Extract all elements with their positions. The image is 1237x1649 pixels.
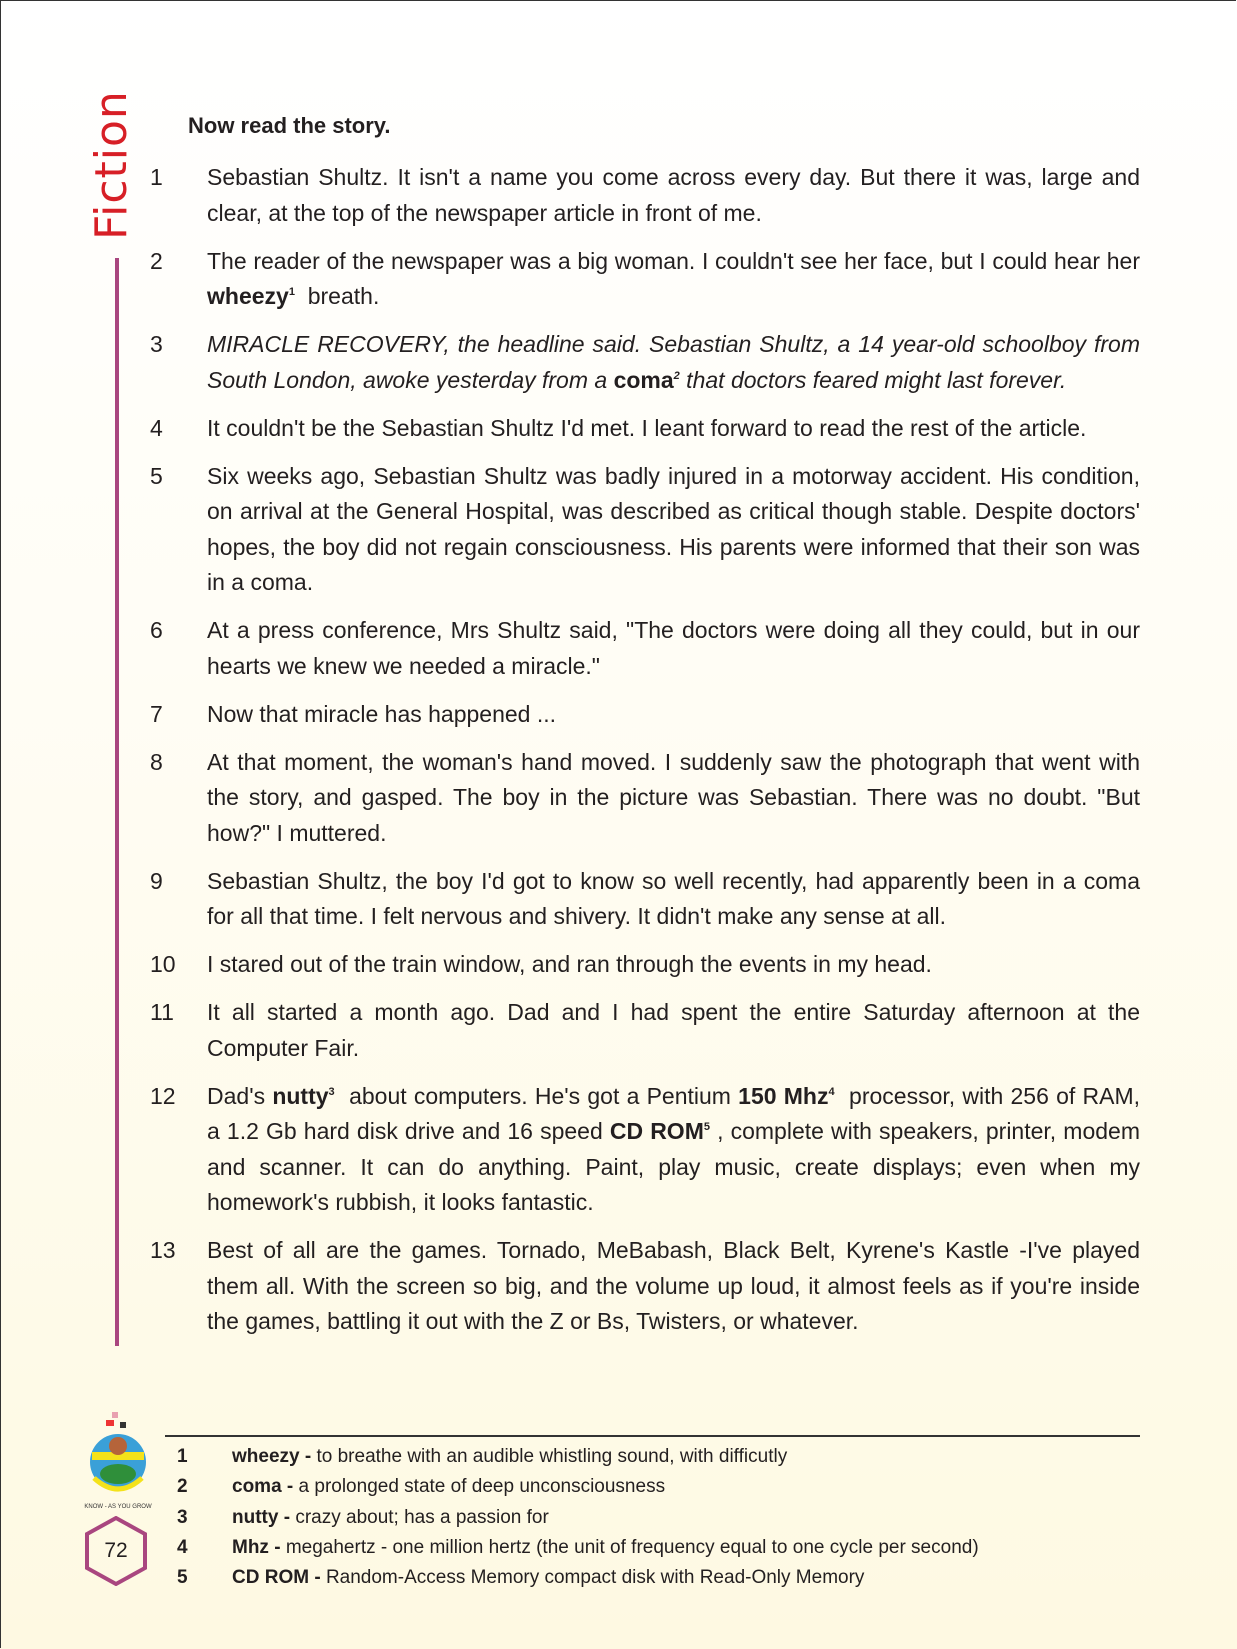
text-run: Sebastian Shultz. It isn't a name you come across every day. But there it was, large and clear, at the top of the newspaper article in front of me. [207,164,1147,226]
paragraph-number: 13 [150,1237,176,1263]
glossary-term: coma [613,366,674,393]
footnote-term: nutty - [232,1506,296,1528]
story-paragraph [150,244,1147,315]
footnote-item [170,1533,979,1563]
glossary-term: 150 Mhz [738,1082,829,1109]
text-run: At a press conference, Mrs Shultz said, "The doctors were doing all they could, but in our hearts we knew we needed a miracle." [207,617,1147,679]
footnote-item [170,1442,979,1472]
paragraph-text [207,1083,1146,1216]
footnote-definition: crazy about; has a passion for [295,1506,549,1528]
paragraph-text [207,1237,1146,1334]
footnote-item [170,1503,979,1533]
instruction-heading: Now read the story. [188,113,391,138]
story-paragraph [150,995,1147,1066]
footnote-number: 3 [177,1506,188,1528]
paragraph-text [207,701,556,727]
paragraph-number: 10 [150,951,176,977]
paragraph-number: 12 [150,1082,176,1109]
footnote-divider [165,1435,1140,1437]
text-run: It all started a month ago. Dad and I had spent the entire Saturday afternoon at the Computer Fair. [207,999,1147,1061]
glossary-term: CD ROM [609,1118,704,1144]
paragraph-text [207,463,1146,596]
text-run: It couldn't be the Sebastian Shultz I'd met. I leant forward to read the rest of the article. [207,414,1087,441]
footnote-number: 2 [177,1476,188,1498]
text-run: The reader of the newspaper was a big woman. I couldn't see her face, but I could hear her [207,247,1147,274]
paragraph-number: 8 [150,748,163,775]
text-run: that doctors feared might last forever. [679,366,1067,393]
paragraph-number: 3 [150,331,163,357]
footnote-term: Mhz - [232,1536,286,1558]
paragraph-number: 9 [150,867,163,894]
story-paragraph [150,613,1147,684]
text-run: Dad's [207,1082,273,1109]
footnote-ref: 4 [828,1085,835,1098]
section-label: Fiction [86,90,137,240]
footnote-ref: 2 [673,369,680,382]
text-run: At that moment, the woman's hand moved. I suddenly saw the photograph that went with the story, and gasped. The boy in the picture was Sebastian. There was no doubt. "But how?" I muttered. [207,748,1147,846]
glossary-term: nutty [272,1082,329,1109]
story-paragraph [150,1233,1147,1340]
footnote-item [170,1472,979,1502]
footnotes [170,1442,979,1593]
text-run: MIRACLE RECOVERY, the headline said. Sebastian Shultz, a 14 year-old schoolboy from South London, awoke yesterday from a [207,331,1147,393]
margin-line [115,258,119,1346]
paragraph-text [207,164,1146,226]
text-run: Now that miracle has happened ... [207,700,557,727]
footnote-ref: 3 [328,1085,335,1098]
footnote-definition: to breathe with an audible whistling sound, with difficutly [316,1446,788,1467]
text-run: I stared out of the train window, and ran through the events in my head. [207,951,932,977]
story-paragraph [150,459,1147,601]
page-number: 72 [104,1539,128,1562]
footnote-definition: Random-Access Memory compact disk with Read-Only Memory [325,1567,865,1589]
paragraph-text [207,868,1146,930]
paragraph-text [207,331,1146,393]
footnote-number: 4 [177,1536,188,1558]
paragraph-text [207,999,1146,1061]
text-run: processor, with 256 of RAM, a 1.2 Gb hard disk drive and 16 speed [207,1082,1147,1144]
story-paragraph [150,745,1147,852]
paragraph-number: 11 [150,999,174,1025]
paragraph-number: 2 [150,247,163,274]
page-number-badge [84,1516,148,1586]
school-logo [82,1412,154,1520]
text-run: Sebastian Shultz, the boy I'd got to know so well recently, had apparently been in a coma for all that time. I felt nervous and shivery. It didn't make any sense at all. [207,867,1147,929]
footnote-term: wheezy - [232,1446,317,1467]
paragraph-text [207,248,1146,310]
story-paragraph [150,327,1147,398]
story-body [150,160,1147,1352]
svg-text:KNOW - AS YOU GROW: KNOW - AS YOU GROW [84,1504,152,1510]
paragraph-text [207,415,1086,441]
footnote-ref: 5 [703,1121,710,1133]
story-paragraph [150,411,1140,447]
footnote-term: coma - [232,1476,299,1498]
paragraph-text [207,749,1146,846]
paragraph-number: 6 [150,617,163,643]
footnote-item [170,1563,979,1593]
footnote-definition: a prolonged state of deep unconsciousness [298,1476,666,1498]
story-paragraph [150,160,1147,231]
story-paragraph [150,697,1140,733]
footnote-term: CD ROM - [232,1567,326,1589]
story-paragraph [150,864,1147,935]
paragraph-text [207,617,1146,679]
paragraph-number: 1 [150,164,163,190]
footnote-number: 1 [177,1446,188,1467]
story-paragraph [150,1079,1147,1221]
text-run: Six weeks ago, Sebastian Shultz was badly injured in a motorway accident. His condition, on arrival at the General Hospital, was described as critical though stable. Despite doctors' hopes, the boy did not regain consciousness. His parents were informed that their son was in a coma. [207,462,1147,595]
story-paragraph [150,947,1140,983]
text-run: breath. [294,283,380,309]
glossary-term: wheezy [207,283,289,309]
text-run: Best of all are the games. Tornado, MeBabash, Black Belt, Kyrene's Kastle -I've played them all. With the screen so big, and the volume up loud, it almost feels as if you're inside the games, battling it out with the Z or Bs, Twisters, or whatever. [207,1237,1147,1334]
footnote-number: 5 [177,1567,188,1589]
text-run: , complete with speakers, printer, modem and scanner. It can do anything. Paint, play music, create displays; even when my homework's rubbish, it looks fantastic. [207,1118,1147,1215]
footnote-ref: 1 [288,286,295,298]
footnote-definition: megahertz - one million hertz (the unit of frequency equal to one cycle per second) [285,1536,979,1558]
paragraph-text [207,951,932,977]
paragraph-number: 5 [150,462,163,489]
paragraph-number: 4 [150,414,163,441]
paragraph-number: 7 [150,700,163,727]
text-run: about computers. He's got a Pentium [334,1082,739,1109]
